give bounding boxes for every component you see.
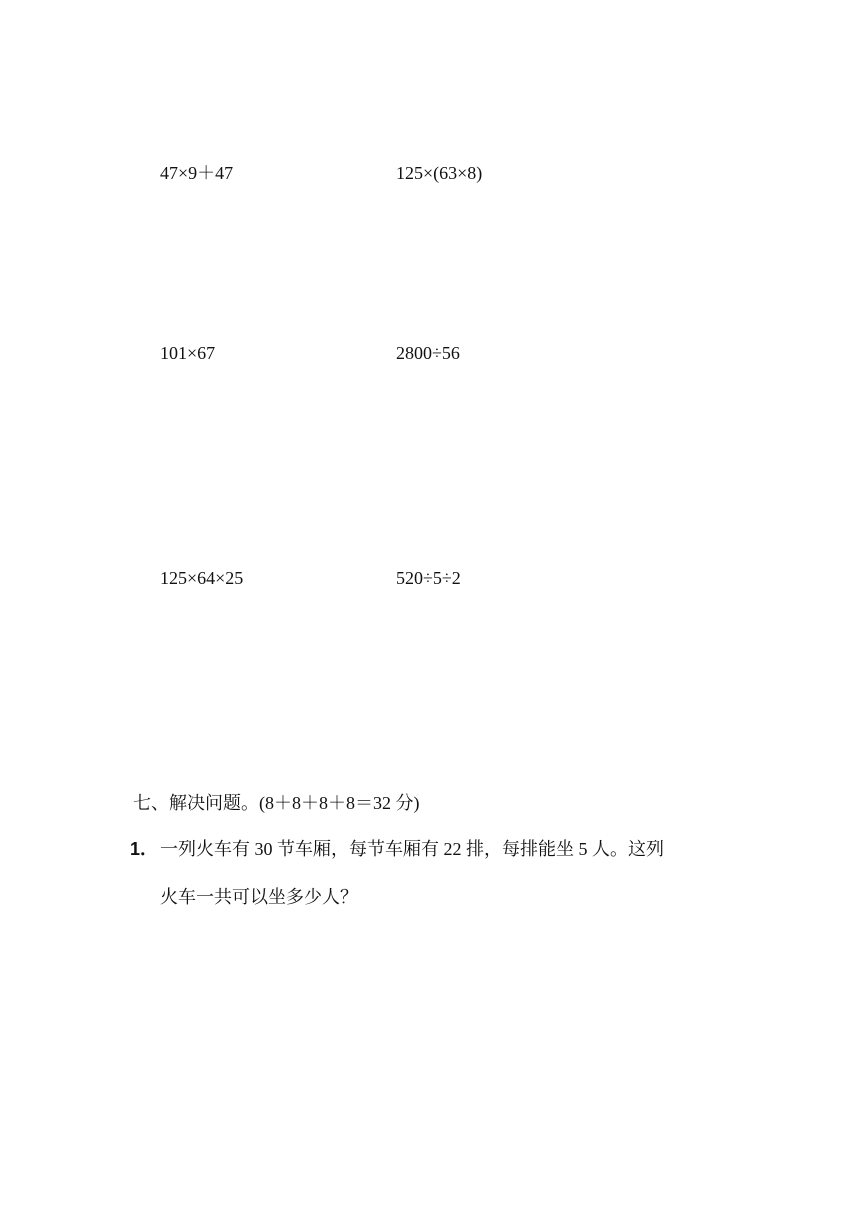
calc-expression-2-right: 2800÷56 [396,343,460,363]
word-problem-1 [130,838,750,907]
section-title: 七、解决问题。(8＋8＋8＋8＝32 分) [133,793,420,813]
calc-expression-3-right: 520÷5÷2 [396,568,461,588]
calc-expression-1-right: 125×(63×8) [396,163,483,183]
problem-text-line-2: 火车一共可以坐多少人？ [160,887,358,907]
problem-text-line-1: 一列火车有 30 节车厢，每节车厢有 22 排，每排能坐 5 人。这列 [160,839,664,859]
calc-expression-1-left: 47×9＋47 [160,163,234,183]
problem-line-1 [130,838,750,860]
calc-expression-3-left: 125×64×25 [160,568,244,588]
calc-expression-2-left: 101×67 [160,343,216,363]
problem-number: 1． [130,839,159,859]
